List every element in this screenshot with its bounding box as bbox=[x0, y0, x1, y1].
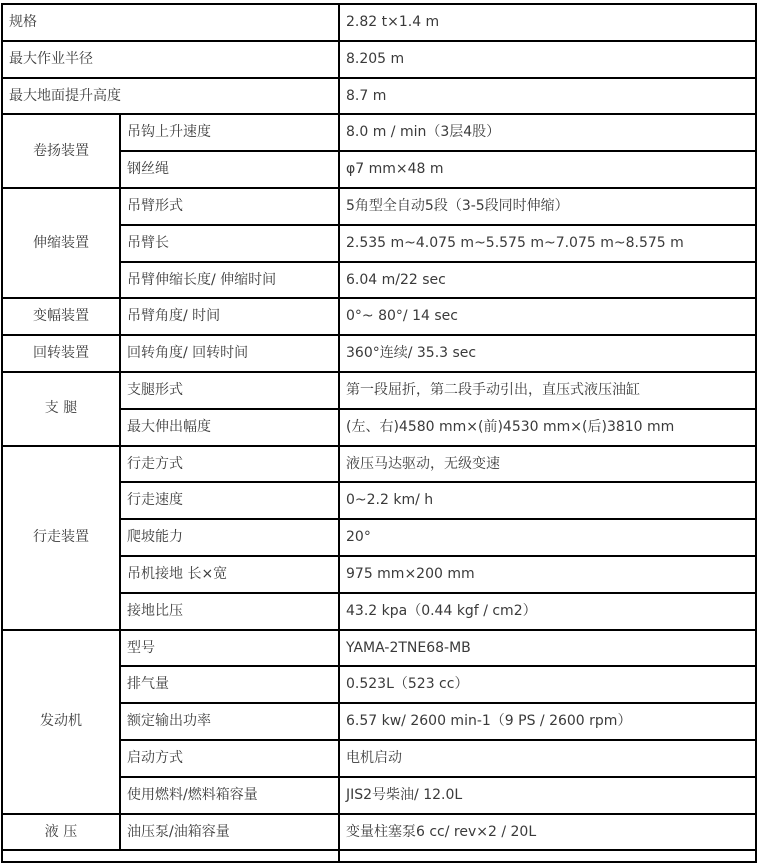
spec-group-label: 伸缩装置 bbox=[2, 188, 120, 298]
spec-label: 规格 bbox=[2, 4, 339, 41]
spec-label: 钢丝绳 bbox=[120, 151, 339, 188]
spec-row bbox=[2, 372, 756, 409]
spec-label: 最大地面提升高度 bbox=[2, 78, 339, 115]
spec-group-label: 发动机 bbox=[2, 630, 120, 814]
spec-label: 爬坡能力 bbox=[120, 519, 339, 556]
spec-row bbox=[2, 814, 756, 851]
spec-row-partial bbox=[2, 850, 756, 862]
spec-label: 额定输出功率 bbox=[120, 703, 339, 740]
spec-value: 8.205 m bbox=[339, 41, 756, 78]
spec-group-label: 支 腿 bbox=[2, 372, 120, 446]
spec-group-label: 回转装置 bbox=[2, 335, 120, 372]
spec-value: 0~2.2 km/ h bbox=[339, 482, 756, 519]
spec-label: 吊臂长 bbox=[120, 225, 339, 262]
spec-label: 行走速度 bbox=[120, 482, 339, 519]
spec-value: 8.0 m / min（3层4股） bbox=[339, 114, 756, 151]
spec-value: 液压马达驱动，无级变速 bbox=[339, 446, 756, 483]
spec-value: (左、右)4580 mm×(前)4530 mm×(后)3810 mm bbox=[339, 409, 756, 446]
spec-table-body bbox=[2, 4, 756, 862]
spec-label: 吊臂伸缩长度/ 伸缩时间 bbox=[120, 262, 339, 299]
spec-row bbox=[2, 335, 756, 372]
spec-value bbox=[339, 850, 756, 862]
spec-value: 360°连续/ 35.3 sec bbox=[339, 335, 756, 372]
spec-label: 最大伸出幅度 bbox=[120, 409, 339, 446]
spec-value: 0.523L（523 cc） bbox=[339, 666, 756, 703]
spec-group-label: 卷扬装置 bbox=[2, 114, 120, 188]
spec-label: 吊臂形式 bbox=[120, 188, 339, 225]
spec-value: YAMA-2TNE68-MB bbox=[339, 630, 756, 667]
spec-value: 8.7 m bbox=[339, 78, 756, 115]
spec-label: 排气量 bbox=[120, 666, 339, 703]
spec-label bbox=[2, 850, 339, 862]
spec-label: 油压泵/油箱容量 bbox=[120, 814, 339, 851]
spec-row bbox=[2, 298, 756, 335]
spec-label: 吊臂角度/ 时间 bbox=[120, 298, 339, 335]
spec-row bbox=[2, 630, 756, 667]
spec-value: 变量柱塞泵6 cc/ rev×2 / 20L bbox=[339, 814, 756, 851]
spec-value: 6.57 kw/ 2600 min-1（9 PS / 2600 rpm） bbox=[339, 703, 756, 740]
spec-value: 电机启动 bbox=[339, 740, 756, 777]
spec-row bbox=[2, 78, 756, 115]
spec-label: 吊钩上升速度 bbox=[120, 114, 339, 151]
spec-value: 0°~ 80°/ 14 sec bbox=[339, 298, 756, 335]
spec-label: 启动方式 bbox=[120, 740, 339, 777]
spec-group-label: 液 压 bbox=[2, 814, 120, 851]
spec-row bbox=[2, 4, 756, 41]
spec-value: 第一段屈折，第二段手动引出，直压式液压油缸 bbox=[339, 372, 756, 409]
spec-row bbox=[2, 446, 756, 483]
spec-row bbox=[2, 114, 756, 151]
spec-value: 5角型全自动5段（3-5段同时伸缩） bbox=[339, 188, 756, 225]
spec-table bbox=[1, 3, 757, 863]
spec-group-label: 行走装置 bbox=[2, 446, 120, 630]
spec-label: 回转角度/ 回转时间 bbox=[120, 335, 339, 372]
spec-value: 975 mm×200 mm bbox=[339, 556, 756, 593]
spec-row bbox=[2, 41, 756, 78]
spec-value: 43.2 kpa（0.44 kgf / cm2） bbox=[339, 593, 756, 630]
spec-label: 吊机接地 长×宽 bbox=[120, 556, 339, 593]
spec-value: φ7 mm×48 m bbox=[339, 151, 756, 188]
spec-value: 20° bbox=[339, 519, 756, 556]
spec-label: 使用燃料/燃料箱容量 bbox=[120, 777, 339, 814]
spec-value: 2.535 m~4.075 m~5.575 m~7.075 m~8.575 m bbox=[339, 225, 756, 262]
spec-label: 支腿形式 bbox=[120, 372, 339, 409]
spec-label: 行走方式 bbox=[120, 446, 339, 483]
spec-row bbox=[2, 188, 756, 225]
spec-group-label: 变幅装置 bbox=[2, 298, 120, 335]
spec-label: 最大作业半径 bbox=[2, 41, 339, 78]
spec-value: 2.82 t×1.4 m bbox=[339, 4, 756, 41]
spec-value: 6.04 m/22 sec bbox=[339, 262, 756, 299]
spec-value: JIS2号柴油/ 12.0L bbox=[339, 777, 756, 814]
spec-label: 接地比压 bbox=[120, 593, 339, 630]
spec-label: 型号 bbox=[120, 630, 339, 667]
